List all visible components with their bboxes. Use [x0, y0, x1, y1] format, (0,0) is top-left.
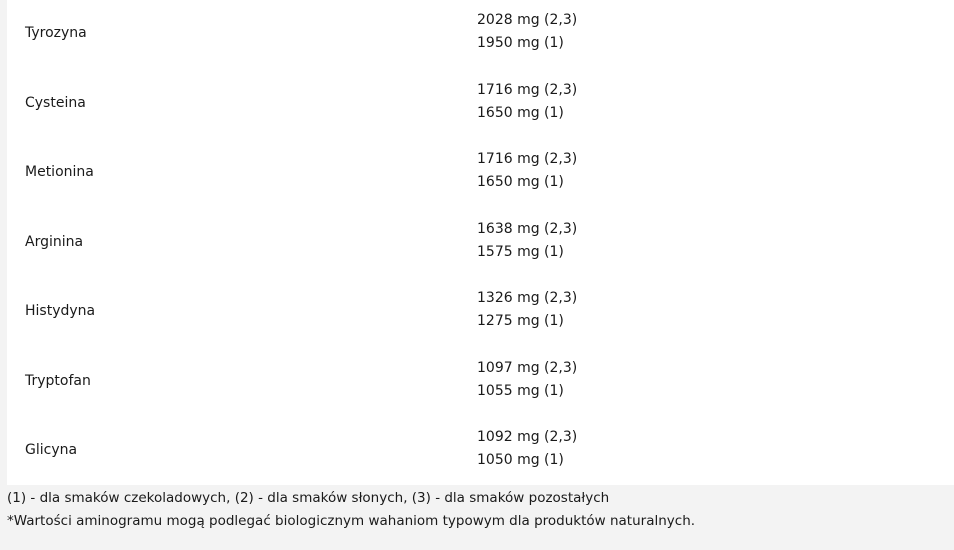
value-flavor-2-3: 1638 mg (2,3): [477, 220, 578, 237]
table-row: [7, 139, 954, 209]
amino-acid-name: Tryptofan: [25, 372, 91, 389]
amino-acid-values: [477, 148, 577, 194]
table-row: [7, 278, 954, 348]
amino-acid-name: Arginina: [25, 233, 84, 250]
disclaimer-note: *Wartości aminogramu mogą podlegać biologicznym wahaniom typowym dla produktów naturalnych.: [7, 513, 696, 529]
table-row: [7, 417, 954, 487]
value-flavor-2-3: 1092 mg (2,3): [477, 429, 578, 445]
flavor-legend-note: (1) - dla smaków czekoladowych, (2) - dla smaków słonych, (3) - dla smaków pozostałych: [7, 490, 610, 506]
footnotes: [7, 487, 695, 533]
amino-acid-values: [477, 287, 577, 333]
amino-acid-name: Metionina: [25, 164, 94, 180]
table-row: [7, 348, 954, 418]
value-flavor-1: 1650 mg (1): [477, 174, 564, 190]
value-flavor-1: 1650 mg (1): [477, 104, 564, 121]
value-flavor-2-3: 2028 mg (2,3): [477, 12, 578, 28]
value-flavor-2-3: 1716 mg (2,3): [477, 81, 578, 98]
table-row: [7, 70, 954, 140]
amino-acid-name: Cysteina: [25, 94, 86, 111]
table-row: [7, 209, 954, 279]
amino-acid-name: Histydyna: [25, 303, 96, 319]
amino-acid-values: [477, 9, 577, 55]
value-flavor-2-3: 1326 mg (2,3): [477, 290, 578, 306]
value-flavor-1: 1950 mg (1): [477, 35, 564, 51]
value-flavor-1: 1055 mg (1): [477, 382, 564, 399]
amino-acid-values: [477, 357, 577, 403]
value-flavor-1: 1050 mg (1): [477, 452, 564, 468]
value-flavor-2-3: 1097 mg (2,3): [477, 359, 578, 376]
amino-acid-values: [477, 426, 577, 472]
value-flavor-1: 1575 mg (1): [477, 243, 564, 260]
table-row: [7, 0, 954, 70]
aminogram-table: [7, 0, 954, 485]
value-flavor-1: 1275 mg (1): [477, 313, 564, 329]
amino-acid-name: Tyrozyna: [25, 25, 87, 41]
amino-acid-values: [477, 218, 577, 264]
amino-acid-values: [477, 79, 577, 125]
value-flavor-2-3: 1716 mg (2,3): [477, 151, 578, 167]
amino-acid-name: Glicyna: [25, 442, 78, 458]
